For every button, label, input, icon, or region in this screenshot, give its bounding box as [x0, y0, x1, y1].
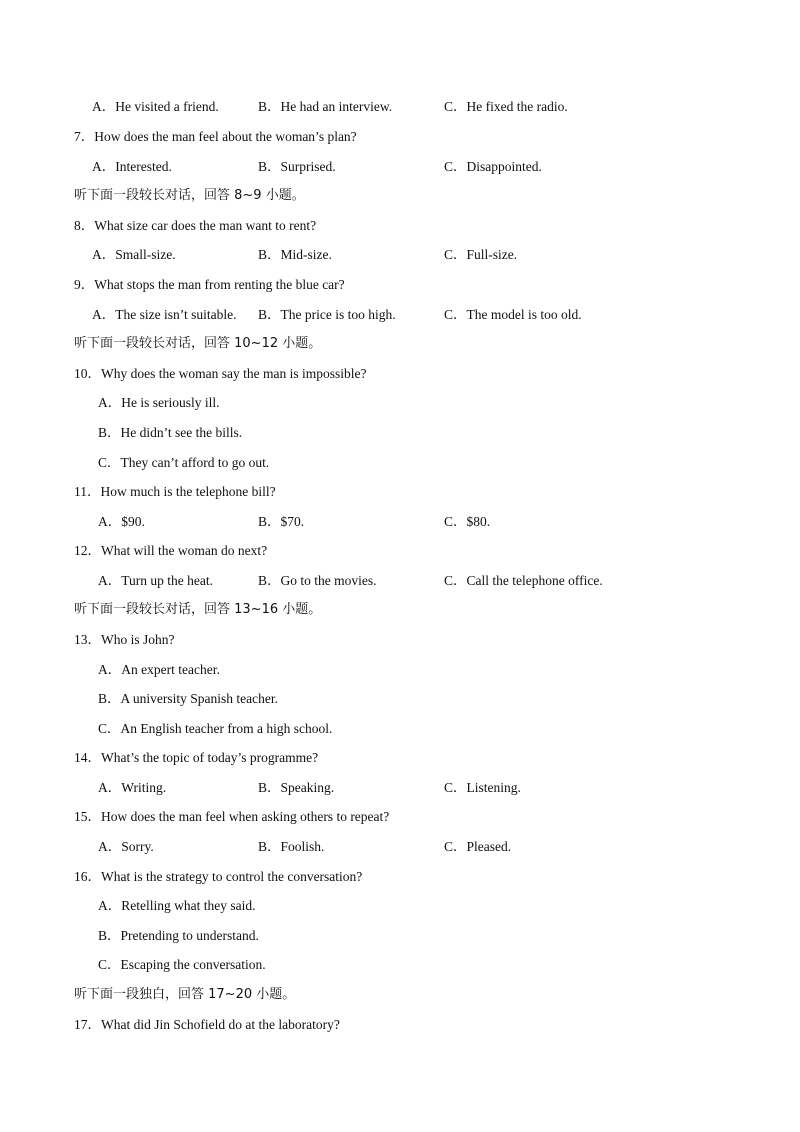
q16-option-a: A．Retelling what they said.: [98, 898, 256, 913]
question-14-stem: 14．What’s the topic of today’s programme?: [74, 750, 319, 765]
q12-option-b: B．Go to the movies.: [258, 573, 377, 588]
question-8-stem: 8．What size car does the man want to rent?: [74, 218, 317, 233]
q15-option-b: B．Foolish.: [258, 839, 325, 854]
q15-option-a: A．Sorry.: [98, 839, 154, 854]
q16-option-c: C．Escaping the conversation.: [98, 957, 266, 972]
q11-option-b: B．$70.: [258, 514, 305, 529]
q13-option-b: B．A university Spanish teacher.: [98, 691, 278, 706]
q6-option-a: A．He visited a friend.: [92, 99, 219, 114]
q7-option-b: B．Surprised.: [258, 159, 336, 174]
question-15-stem: 15．How does the man feel when asking others to repeat?: [74, 809, 390, 824]
question-17-stem: 17．What did Jin Schofield do at the laboratory?: [74, 1017, 340, 1032]
question-7-stem: 7．How does the man feel about the woman’s plan?: [74, 129, 357, 144]
section-heading-17-20: 听下面一段独白，回答 17~20 小题。: [74, 987, 296, 1002]
q12-option-a: A．Turn up the heat.: [98, 573, 213, 588]
question-10-stem: 10．Why does the woman say the man is impossible?: [74, 366, 367, 381]
q11-option-c: C．$80.: [444, 514, 491, 529]
q9-option-b: B．The price is too high.: [258, 307, 396, 322]
q7-option-a: A．Interested.: [92, 159, 172, 174]
q6-option-c: C．He fixed the radio.: [444, 99, 568, 114]
q12-option-c: C．Call the telephone office.: [444, 573, 603, 588]
q16-option-b: B．Pretending to understand.: [98, 928, 259, 943]
question-9-stem: 9．What stops the man from renting the blue car?: [74, 277, 345, 292]
q6-option-b: B．He had an interview.: [258, 99, 393, 114]
q9-option-a: A．The size isn’t suitable.: [92, 307, 237, 322]
section-heading-8-9: 听下面一段较长对话，回答 8~9 小题。: [74, 188, 305, 203]
q13-option-a: A．An expert teacher.: [98, 662, 220, 677]
question-16-stem: 16．What is the strategy to control the conversation?: [74, 869, 363, 884]
q9-option-c: C．The model is too old.: [444, 307, 582, 322]
question-12-stem: 12．What will the woman do next?: [74, 543, 268, 558]
section-heading-10-12: 听下面一段较长对话，回答 10~12 小题。: [74, 336, 322, 351]
q7-option-c: C．Disappointed.: [444, 159, 542, 174]
q14-option-c: C．Listening.: [444, 780, 521, 795]
q8-option-a: A．Small-size.: [92, 247, 176, 262]
q10-option-b: B．He didn’t see the bills.: [98, 425, 243, 440]
q8-option-c: C．Full-size.: [444, 247, 518, 262]
question-11-stem: 11．How much is the telephone bill?: [74, 484, 276, 499]
q14-option-b: B．Speaking.: [258, 780, 335, 795]
q10-option-a: A．He is seriously ill.: [98, 395, 220, 410]
question-13-stem: 13．Who is John?: [74, 632, 175, 647]
q13-option-c: C．An English teacher from a high school.: [98, 721, 333, 736]
q8-option-b: B．Mid-size.: [258, 247, 332, 262]
q11-option-a: A．$90.: [98, 514, 145, 529]
q14-option-a: A．Writing.: [98, 780, 167, 795]
q15-option-c: C．Pleased.: [444, 839, 512, 854]
section-heading-13-16: 听下面一段较长对话，回答 13~16 小题。: [74, 602, 322, 617]
q10-option-c: C．They can’t afford to go out.: [98, 455, 270, 470]
